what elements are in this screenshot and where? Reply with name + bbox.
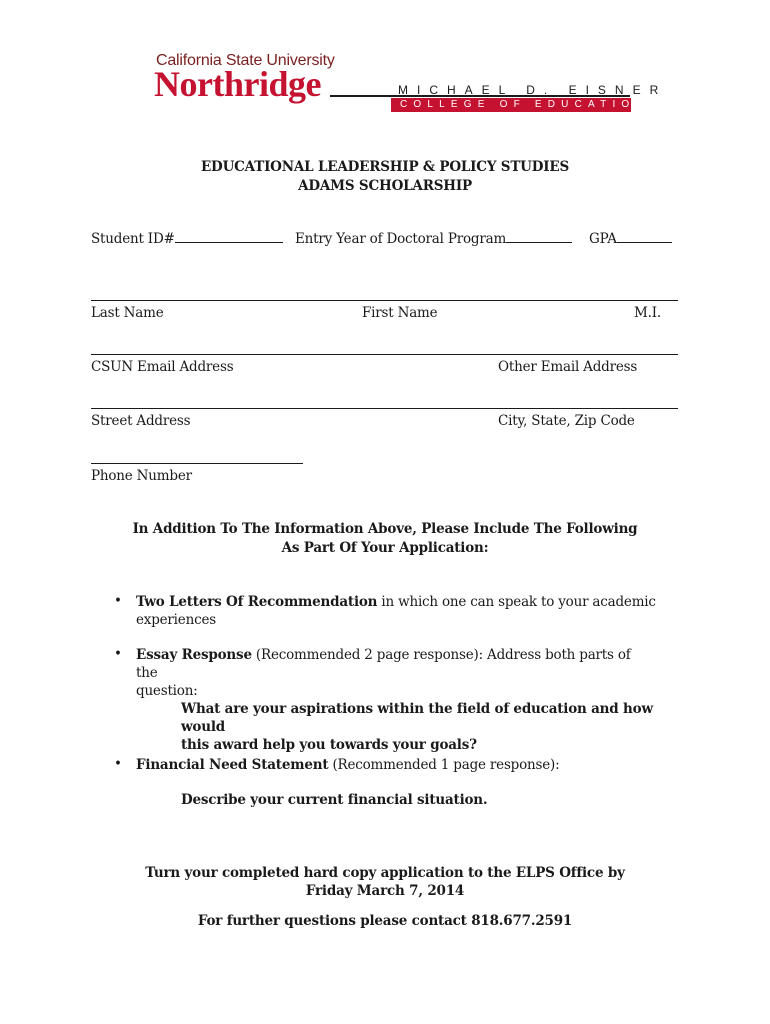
street-label: Street Address [91, 413, 191, 429]
mi-label: M.I. [634, 305, 661, 321]
deadline-line-1: Turn your completed hard copy application to the ELPS Office by [145, 865, 625, 881]
gpa-blank[interactable] [617, 231, 672, 243]
item-description: (Recommended 1 page response): [328, 757, 560, 773]
bullet-icon: • [114, 593, 122, 609]
instructions-line-1: In Addition To The Information Above, Please Include The Following [132, 521, 638, 537]
student-id-field[interactable] [91, 231, 283, 247]
entry-year-label: Entry Year of Doctoral Program [295, 231, 507, 247]
student-id-label: Student ID# [91, 231, 175, 247]
list-item [136, 593, 656, 629]
item-title: Essay Response [136, 647, 252, 663]
list-item [136, 646, 656, 700]
contact-line: For further questions please contact 818.677.2591 [197, 913, 573, 929]
instructions-line-2: As Part Of Your Application: [281, 540, 489, 556]
other-email-label: Other Email Address [498, 359, 638, 375]
item-description: (Recommended 2 page response): Address both parts of the [136, 647, 631, 681]
logo-campus-name: Northridge [154, 64, 321, 104]
address-line[interactable] [91, 408, 678, 409]
list-item [136, 756, 656, 774]
bullet-icon: • [114, 646, 122, 662]
email-line[interactable] [91, 354, 678, 355]
item-title: Two Letters Of Recommendation [136, 594, 378, 610]
logo-college-name: MICHAEL D. EISNER [398, 83, 668, 97]
item-description-cont: question: [136, 683, 198, 699]
gpa-field[interactable] [589, 231, 672, 247]
page-title: EDUCATIONAL LEADERSHIP & POLICY STUDIES [200, 159, 570, 175]
csun-email-label: CSUN Email Address [91, 359, 234, 375]
name-line[interactable] [91, 300, 678, 301]
student-id-blank[interactable] [175, 231, 283, 243]
gpa-label: GPA [589, 231, 617, 247]
logo-college-sub: COLLEGE OF EDUCATION [400, 99, 649, 110]
phone-line[interactable] [91, 463, 303, 464]
entry-year-blank[interactable] [506, 231, 572, 243]
bullet-icon: • [114, 756, 122, 772]
phone-label: Phone Number [91, 468, 192, 484]
city-state-zip-label: City, State, Zip Code [498, 413, 635, 429]
financial-prompt: Describe your current financial situation. [181, 792, 488, 808]
item-title: Financial Need Statement [136, 757, 329, 773]
entry-year-field[interactable] [295, 231, 572, 247]
essay-question-line-2: this award help you towards your goals? [181, 737, 477, 753]
first-name-label: First Name [362, 305, 438, 321]
item-description: in which one can speak to your academic [377, 594, 656, 610]
item-description-cont: experiences [136, 612, 216, 628]
deadline-date: Friday March 7, 2014 [305, 883, 465, 899]
page-subtitle: ADAMS SCHOLARSHIP [298, 178, 472, 194]
last-name-label: Last Name [91, 305, 164, 321]
essay-question [181, 700, 701, 754]
essay-question-line-1: What are your aspirations within the field of education and how would [181, 701, 653, 735]
logo-university-name: California State University [156, 52, 335, 69]
